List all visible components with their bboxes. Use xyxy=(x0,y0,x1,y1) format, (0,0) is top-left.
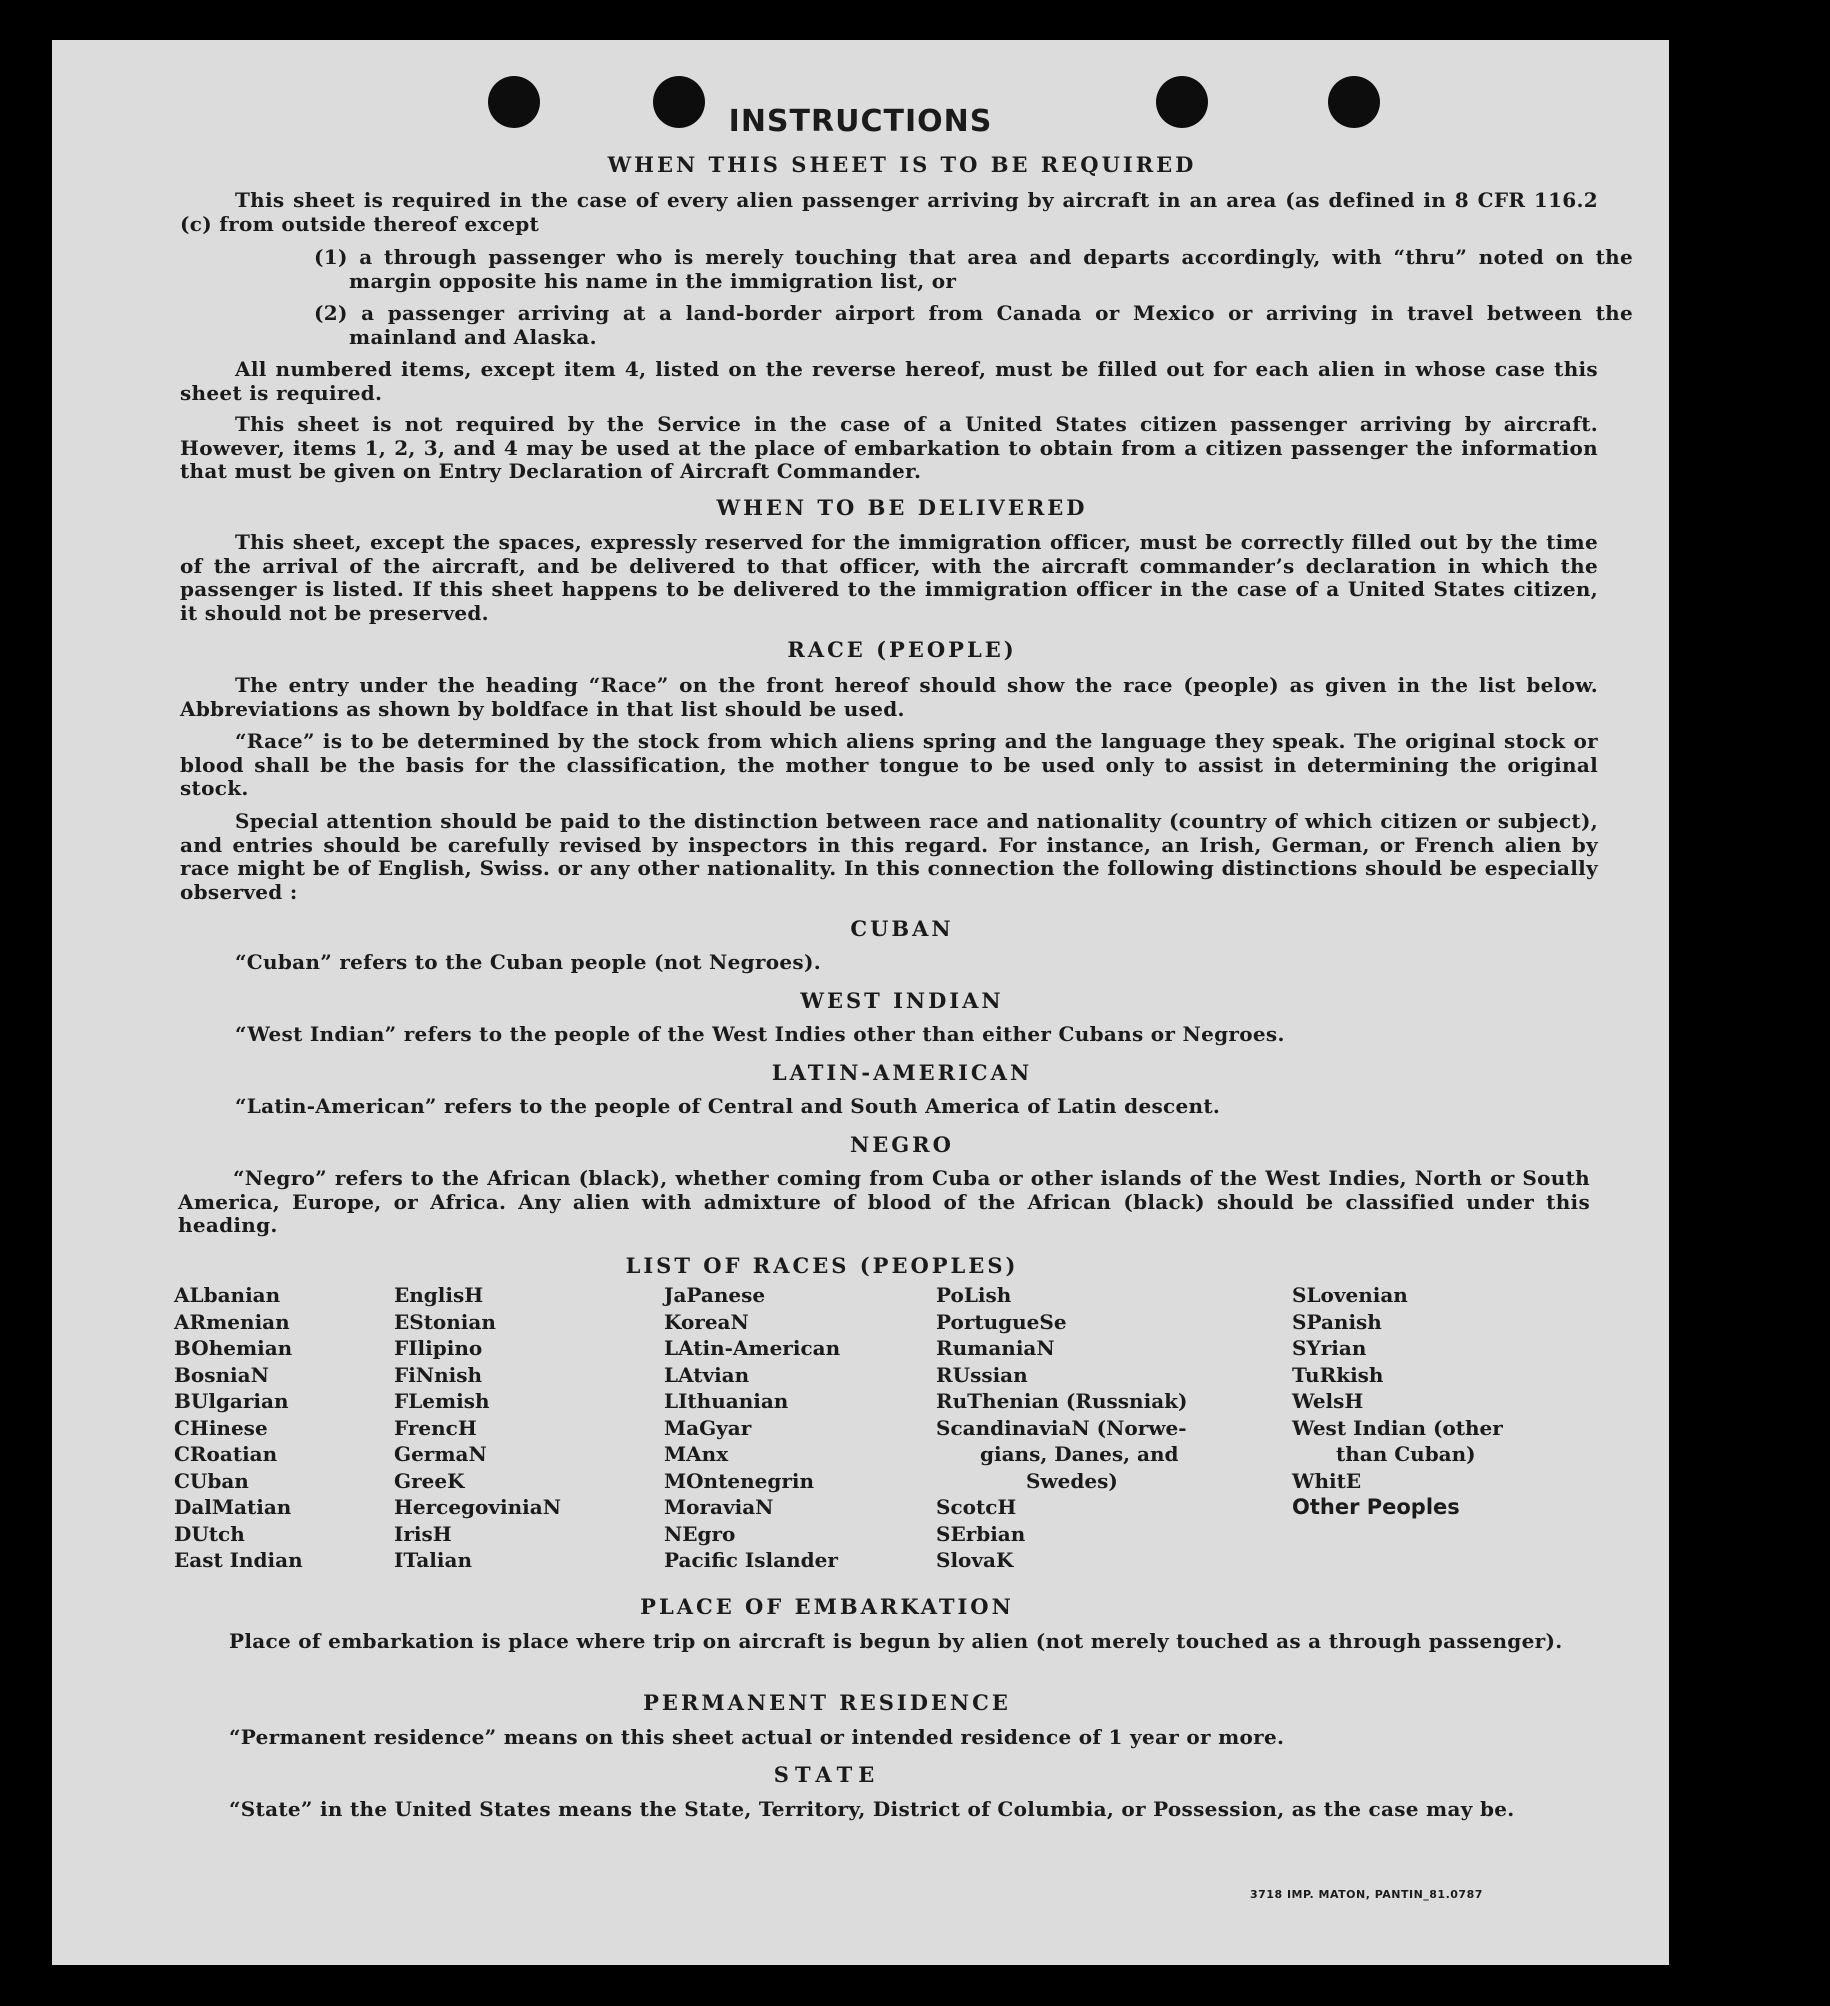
race-item: than Cuban) xyxy=(1336,1442,1476,1466)
definition-west-indian: “West Indian” refers to the people of the West Indies other than either Cubans or Negroes. xyxy=(235,1022,1285,1046)
race-item: East Indian xyxy=(174,1548,303,1572)
race-item: SErbian xyxy=(936,1521,1026,1546)
race-item: BUlgarian xyxy=(174,1389,289,1413)
paragraph-citizen: This sheet is not required by the Service in the case of a United States citizen passenger arriving by aircraft. However, items 1, 2, 3, and 4 may be used at the place of embarkation to obtain from a citizen passenger the information that must be given on Entry Declaration of Aircraft Commander. xyxy=(180,412,1598,483)
race-column-1 xyxy=(174,1282,303,1574)
race-item: EnglisH xyxy=(394,1283,484,1307)
race-item: GermaN xyxy=(394,1442,487,1466)
exception-item-2: (2) a passenger arriving at a land-border airport from Canada or Mexico or arriving in travel between the mainland and Alaska. xyxy=(314,301,1633,349)
race-item: Swedes) xyxy=(1026,1468,1118,1493)
heading-latin-american: LATIN-AMERICAN xyxy=(771,1060,1033,1085)
race-item: DalMatian xyxy=(174,1495,292,1519)
race-item: ARmenian xyxy=(174,1309,290,1334)
race-item: CUban xyxy=(174,1468,249,1493)
heading-state: STATE xyxy=(773,1762,881,1787)
document-title: INSTRUCTIONS xyxy=(728,104,993,139)
race-item: DUtch xyxy=(174,1521,245,1546)
race-item: LAtvian xyxy=(664,1362,750,1387)
paragraph-race-entry: The entry under the heading “Race” on the front hereof should show the race (people) as given in the list below. Abbreviations as shown by boldface in that list should be used. xyxy=(180,673,1598,721)
paragraph-numbered-items: All numbered items, except item 4, listed on the reverse hereof, must be filled out for each alien in whose case this sheet is required. xyxy=(180,357,1598,405)
race-item: SlovaK xyxy=(936,1548,1014,1572)
race-item: FiNnish xyxy=(394,1362,483,1387)
race-item: MoraviaN xyxy=(664,1495,774,1519)
race-item: RumaniaN xyxy=(936,1336,1055,1360)
printer-imprint: 3718 IMP. MATON, PANTIN_81.0787 xyxy=(1250,1888,1483,1901)
definition-state: “State” in the United States means the State, Territory, District of Columbia, or Possession, as the case may be. xyxy=(229,1797,1515,1821)
race-column-4 xyxy=(936,1282,1187,1574)
race-item: ITalian xyxy=(394,1548,472,1572)
race-item: TuRkish xyxy=(1292,1362,1384,1387)
definition-negro: “Negro” refers to the African (black), whether coming from Cuba or other islands of the West Indies, North or South America, Europe, or Africa. Any alien with admixture of blood of the African (black) should be classified under this heading. xyxy=(178,1166,1590,1237)
race-item: FrencH xyxy=(394,1415,477,1440)
race-item: ScotcH xyxy=(936,1495,1017,1519)
definition-latin-american: “Latin-American” refers to the people of Central and South America of Latin descent. xyxy=(235,1094,1221,1118)
race-item: PoLish xyxy=(936,1283,1012,1307)
heading-race: RACE (PEOPLE) xyxy=(787,637,1017,662)
race-column-2 xyxy=(394,1282,561,1574)
race-item: gians, Danes, and xyxy=(980,1442,1179,1466)
paragraph-race-stock: “Race” is to be determined by the stock from which aliens spring and the language they speak. The original stock or blood shall be the basis for the classification, the mother tongue to be used only to assist in determining the original stock. xyxy=(180,729,1598,800)
race-item: PortugueSe xyxy=(936,1309,1067,1334)
paragraph-required-intro: This sheet is required in the case of every alien passenger arriving by aircraft in an area (as defined in 8 CFR 116.2 (c) from outside thereof except xyxy=(180,188,1598,236)
definition-embarkation: Place of embarkation is place where trip on aircraft is begun by alien (not merely touched as a through passenger). xyxy=(229,1629,1563,1653)
race-item: KoreaN xyxy=(664,1309,749,1334)
definition-permanent-residence: “Permanent residence” means on this sheet actual or intended residence of 1 year or more. xyxy=(229,1725,1285,1749)
race-item: West Indian (other xyxy=(1292,1415,1503,1440)
race-item: GreeK xyxy=(394,1468,465,1493)
paragraph-race-nationality: Special attention should be paid to the distinction between race and nationality (country of which citizen or subject), and entries should be carefully revised by inspectors in this regard. For instance, an Irish, German, or French alien by race might be of English, Swiss. or any other nationality. In this connection the following distinctions should be especially observed : xyxy=(180,809,1598,904)
race-item: BOhemian xyxy=(174,1336,293,1360)
race-item: SYrian xyxy=(1292,1336,1367,1360)
paragraph-delivery: This sheet, except the spaces, expressly reserved for the immigration officer, must be correctly filled out by the time of the arrival of the aircraft, and be delivered to that officer, with the aircraft commander’s declaration in which the passenger is listed. If this sheet happens to be delivered to the immigration officer in the case of a United States citizen, it should not be preserved. xyxy=(180,530,1598,625)
heading-negro: NEGRO xyxy=(850,1132,954,1157)
race-item: CRoatian xyxy=(174,1442,278,1466)
race-item: CHinese xyxy=(174,1415,268,1440)
race-item: BosniaN xyxy=(174,1362,269,1387)
race-item: HercegoviniaN xyxy=(394,1495,561,1519)
race-item: RuThenian (Russniak) xyxy=(936,1389,1188,1413)
race-item: Pacific Islander xyxy=(664,1548,838,1572)
race-item: LIthuanian xyxy=(664,1389,789,1413)
race-item: ALbanian xyxy=(174,1283,281,1307)
race-item: MaGyar xyxy=(664,1415,752,1440)
race-item: FLemish xyxy=(394,1389,490,1413)
heading-embarkation: PLACE OF EMBARKATION xyxy=(640,1594,1014,1619)
race-item: RUssian xyxy=(936,1362,1028,1387)
document-sheet xyxy=(52,40,1669,1965)
heading-list-of-races: LIST OF RACES (PEOPLES) xyxy=(625,1253,1019,1278)
race-item: ScandinaviaN (Norwe- xyxy=(936,1415,1187,1440)
race-item: NEgro xyxy=(664,1521,736,1546)
race-item: MOntenegrin xyxy=(664,1468,814,1493)
race-column-3 xyxy=(664,1282,840,1574)
exception-item-1: (1) a through passenger who is merely touching that area and departs accordingly, with “thru” noted on the margin opposite his name in the immigration list, or xyxy=(314,245,1633,293)
race-item: FIlipino xyxy=(394,1336,483,1360)
heading-when-delivered: WHEN TO BE DELIVERED xyxy=(716,495,1088,520)
race-item: Other Peoples xyxy=(1292,1495,1460,1519)
race-item: SLovenian xyxy=(1292,1283,1408,1307)
race-item: MAnx xyxy=(664,1442,729,1466)
race-item: WelsH xyxy=(1292,1389,1364,1413)
race-column-5 xyxy=(1292,1282,1503,1521)
race-item: SPanish xyxy=(1292,1309,1382,1334)
race-item: WhitE xyxy=(1292,1468,1362,1493)
race-item: JaPanese xyxy=(664,1283,766,1307)
definition-cuban: “Cuban” refers to the Cuban people (not Negroes). xyxy=(235,950,822,974)
heading-when-required: WHEN THIS SHEET IS TO BE REQUIRED xyxy=(607,152,1197,177)
heading-west-indian: WEST INDIAN xyxy=(800,988,1004,1013)
race-item: LAtin-American xyxy=(664,1336,841,1360)
race-item: EStonian xyxy=(394,1309,496,1334)
heading-cuban: CUBAN xyxy=(850,916,954,941)
race-item: IrisH xyxy=(394,1521,452,1546)
heading-permanent-residence: PERMANENT RESIDENCE xyxy=(643,1690,1011,1715)
